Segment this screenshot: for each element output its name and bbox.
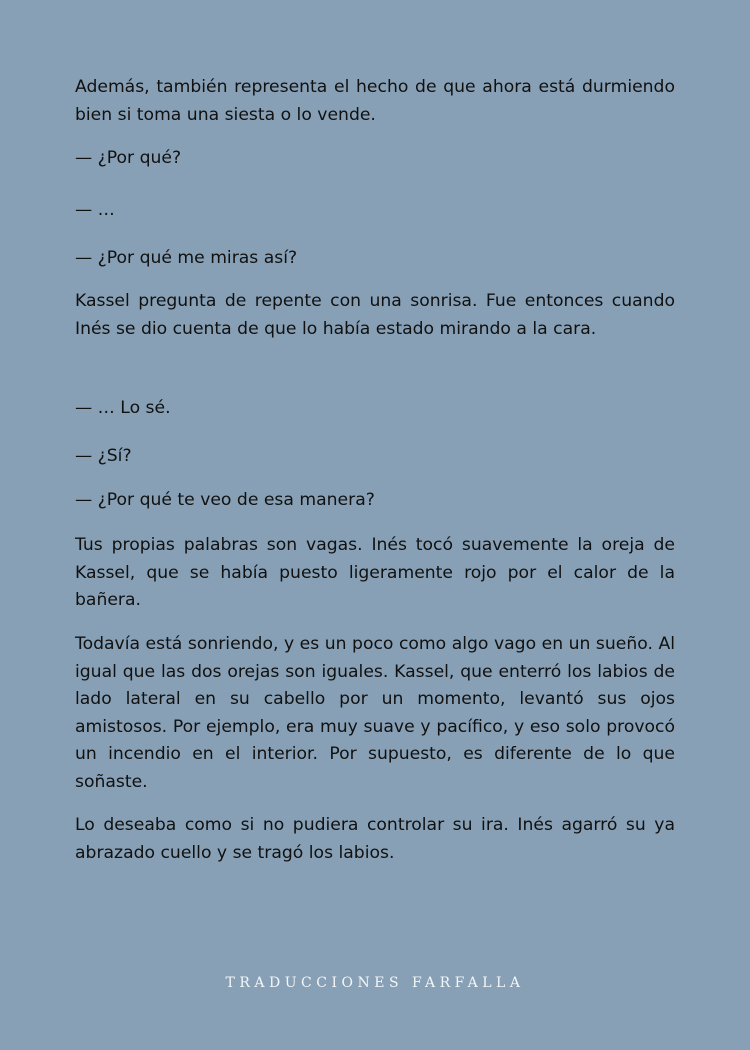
dialogue-line: — ¿Por qué? <box>75 148 182 168</box>
paragraph: Kassel pregunta de repente con una sonrisa. Fue entonces cuando Inés se dio cuenta de que lo había estado mirando a la cara. <box>75 291 675 339</box>
dialogue-line: — ¿Por qué te veo de esa manera? <box>75 490 375 510</box>
paragraph: Tus propias palabras son vagas. Inés tocó suavemente la oreja de Kassel, que se había puesto ligeramente rojo por el calor de la bañera. <box>75 535 675 610</box>
dialogue-line: — … <box>75 200 115 220</box>
dialogue-line: — ¿Sí? <box>75 446 132 466</box>
dialogue-line: — ¿Por qué me miras así? <box>75 248 298 268</box>
paragraph: Además, también representa el hecho de que ahora está durmiendo bien si toma una siesta o lo vende. <box>75 77 675 125</box>
paragraph: Todavía está sonriendo, y es un poco como algo vago en un sueño. Al igual que las dos orejas son iguales. Kassel, que enterró los labios de lado lateral en su cabello por un momento, levantó sus ojos amistosos. Por ejemplo, era muy suave y pacífico, y eso solo provocó un incendio en el interior. Por supuesto, es diferente de lo que soñaste. <box>75 634 675 792</box>
dialogue-line: — … Lo sé. <box>75 398 171 418</box>
footer-credit: TRADUCCIONES FARFALLA <box>225 975 525 991</box>
paragraph: Lo deseaba como si no pudiera controlar su ira. Inés agarró su ya abrazado cuello y se tragó los labios. <box>75 815 675 863</box>
